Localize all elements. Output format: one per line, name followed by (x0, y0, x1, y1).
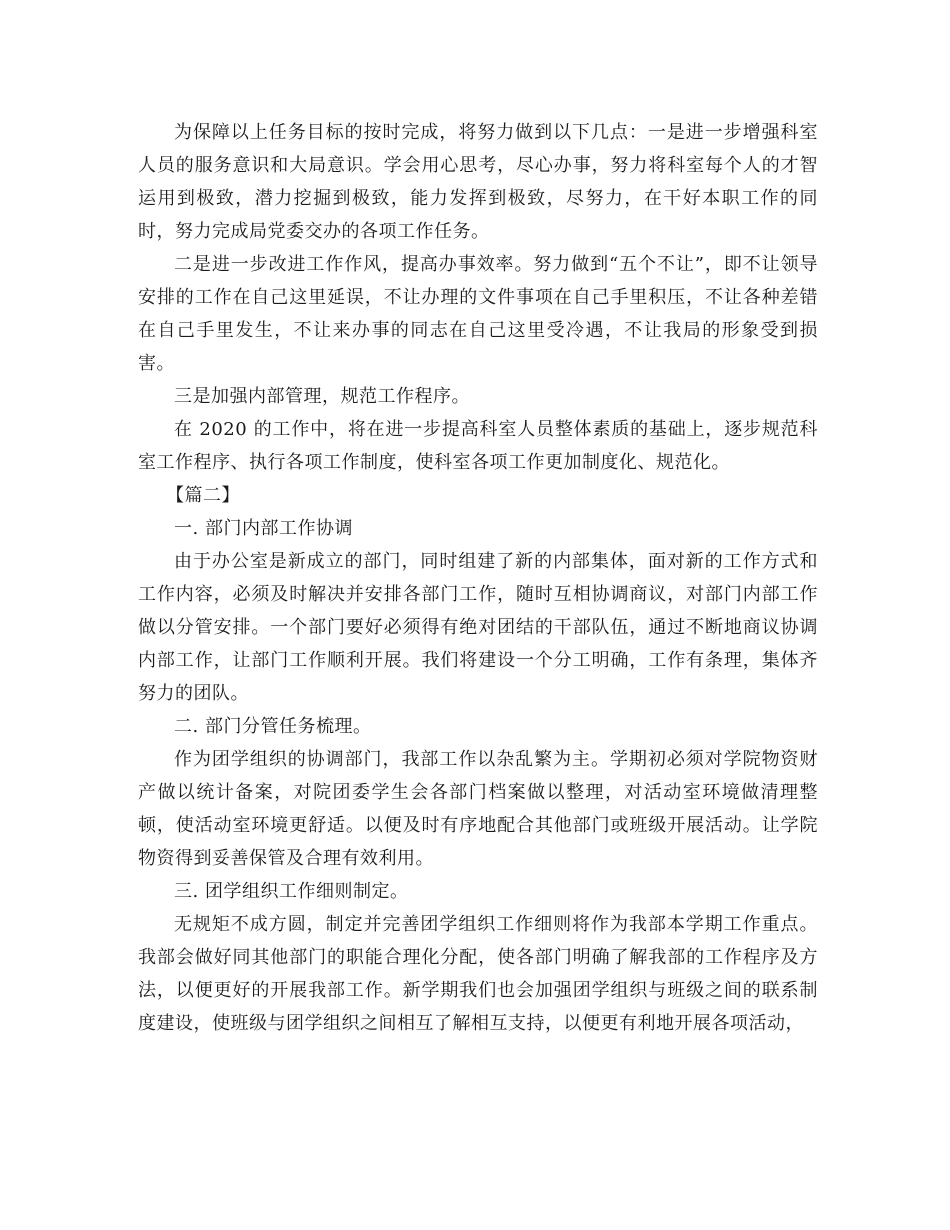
paragraph-internal-management: 三是加强内部管理，规范工作程序。 (174, 386, 470, 407)
subheading-task-sorting: 二. 部门分管任务梳理。 (174, 716, 372, 737)
subheading-internal-coordination: 一. 部门内部工作协调 (174, 518, 353, 539)
section-heading-part-two: 【篇二】 (166, 485, 240, 506)
paragraph-internal-coordination: 由于办公室是新成立的部门，同时组建了新的内部集体，面对新的工作方式和工作内容，必须及时解决并安排各部门工作，随时互相协调商议，对部门内部工作做以分管安排。一个部门要好必须得有绝对团结的干部队伍，通过不断地商议协调内部工作，让部门工作顺利开展。我们将建设一个分工明确，工作有条理，集体齐努力的团队。 (138, 551, 818, 704)
paragraph-2020-plan: 在 2020 的工作中，将在进一步提高科室人员整体素质的基础上，逐步规范科室工作程序、执行各项工作制度，使科室各项工作更加制度化、规范化。 (138, 419, 818, 473)
paragraph-work-rules: 无规矩不成方圆，制定并完善团学组织工作细则将作为我部本学期工作重点。我部会做好同其他部门的职能合理化分配，使各部门明确了解我部的工作程序及方法，以便更好的开展我部工作。新学期我们也会加强团学组织与班级之间的联系制度建设，使班级与团学组织之间相互了解相互支持，以便更有利地开展各项活动， (138, 914, 818, 1034)
paragraph-task-sorting: 作为团学组织的协调部门，我部工作以杂乱繁为主。学期初必须对学院物资财产做以统计备案，对院团委学生会各部门档案做以整理，对活动室环境做清理整顿，使活动室环境更舒适。以便及时有序地配合其他部门或班级开展活动。让学院物资得到妥善保管及合理有效利用。 (138, 749, 818, 869)
paragraph-measures-intro: 为保障以上任务目标的按时完成，将努力做到以下几点：一是进一步增强科室人员的服务意识和大局意识。学会用心思考，尽心办事，努力将科室每个人的才智运用到极致，潜力挖掘到极致，能力发挥到极致，尽努力，在干好本职工作的同时，努力完成局党委交办的各项工作任务。 (138, 122, 818, 242)
document-body (138, 116, 818, 1040)
paragraph-work-style: 二是进一步改进工作作风，提高办事效率。努力做到“五个不让”，即不让领导安排的工作在自己这里延误，不让办理的文件事项在自己手里积压，不让各种差错在自己手里发生，不让来办事的同志在自己这里受冷遇，不让我局的形象受到损害。 (138, 254, 818, 374)
subheading-work-rules: 三. 团学组织工作细则制定。 (174, 881, 409, 902)
